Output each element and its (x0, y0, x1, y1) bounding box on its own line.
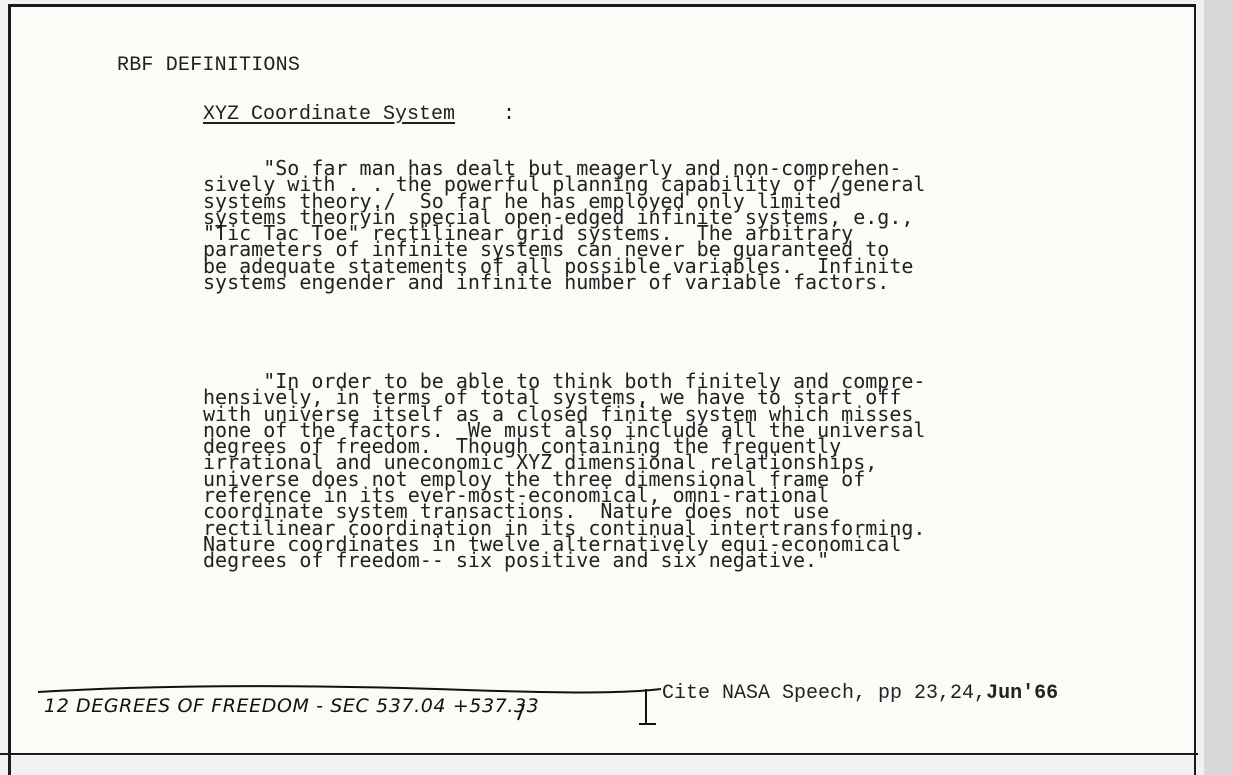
definition-paragraph-1: "So far man has dealt but meagerly and non-comprehen- sively with . . the powerful planning capability of /general systems theory./ So far he has employed only limited systems theoryin special open-edged infinite systems, e.g., "Tic Tac Toe" rectilinear grid systems. The arbitrary parameters of infinite systems can never be guaranteed to be adequate statements of all possible variables. Infinite systems engender and infinite number of variable factors. (203, 156, 926, 295)
citation (662, 682, 1058, 706)
section-title-colon: : (503, 103, 516, 126)
definition-paragraph-2: "In order to be able to think both finitely and compre- hensively, in terms of total systems, we have to start off with universe itself as a closed finite system which misses none of the factors. We must also include all the universal degrees of freedom. Though containing the frequently irrational and uneconomic XYZ dimensional relationships, universe does not employ the three dimensional frame of reference in its ever-most-economical, omni-rational coordinate system transactions. Nature does not use rectilinear coordination in its continual intertransforming. Nature coordinates in twelve alternatively equi-economical degrees of freedom-- six positive and six negative." (203, 369, 926, 573)
citation-date: Jun'66 (986, 682, 1059, 705)
citation-source: Cite NASA Speech, pp 23,24, (662, 682, 987, 705)
card-left-edge (8, 753, 11, 775)
card-bottom-rule (0, 753, 1198, 755)
handwritten-annotation (36, 682, 676, 732)
card-right-edge (1194, 753, 1196, 775)
page-title: RBF DEFINITIONS (117, 54, 301, 77)
handwritten-note-text: 12 DEGREES OF FREEDOM - SEC 537.04 +537.33 (44, 695, 540, 717)
page-gutter (1204, 0, 1233, 775)
section-title: XYZ Coordinate System (203, 103, 456, 126)
